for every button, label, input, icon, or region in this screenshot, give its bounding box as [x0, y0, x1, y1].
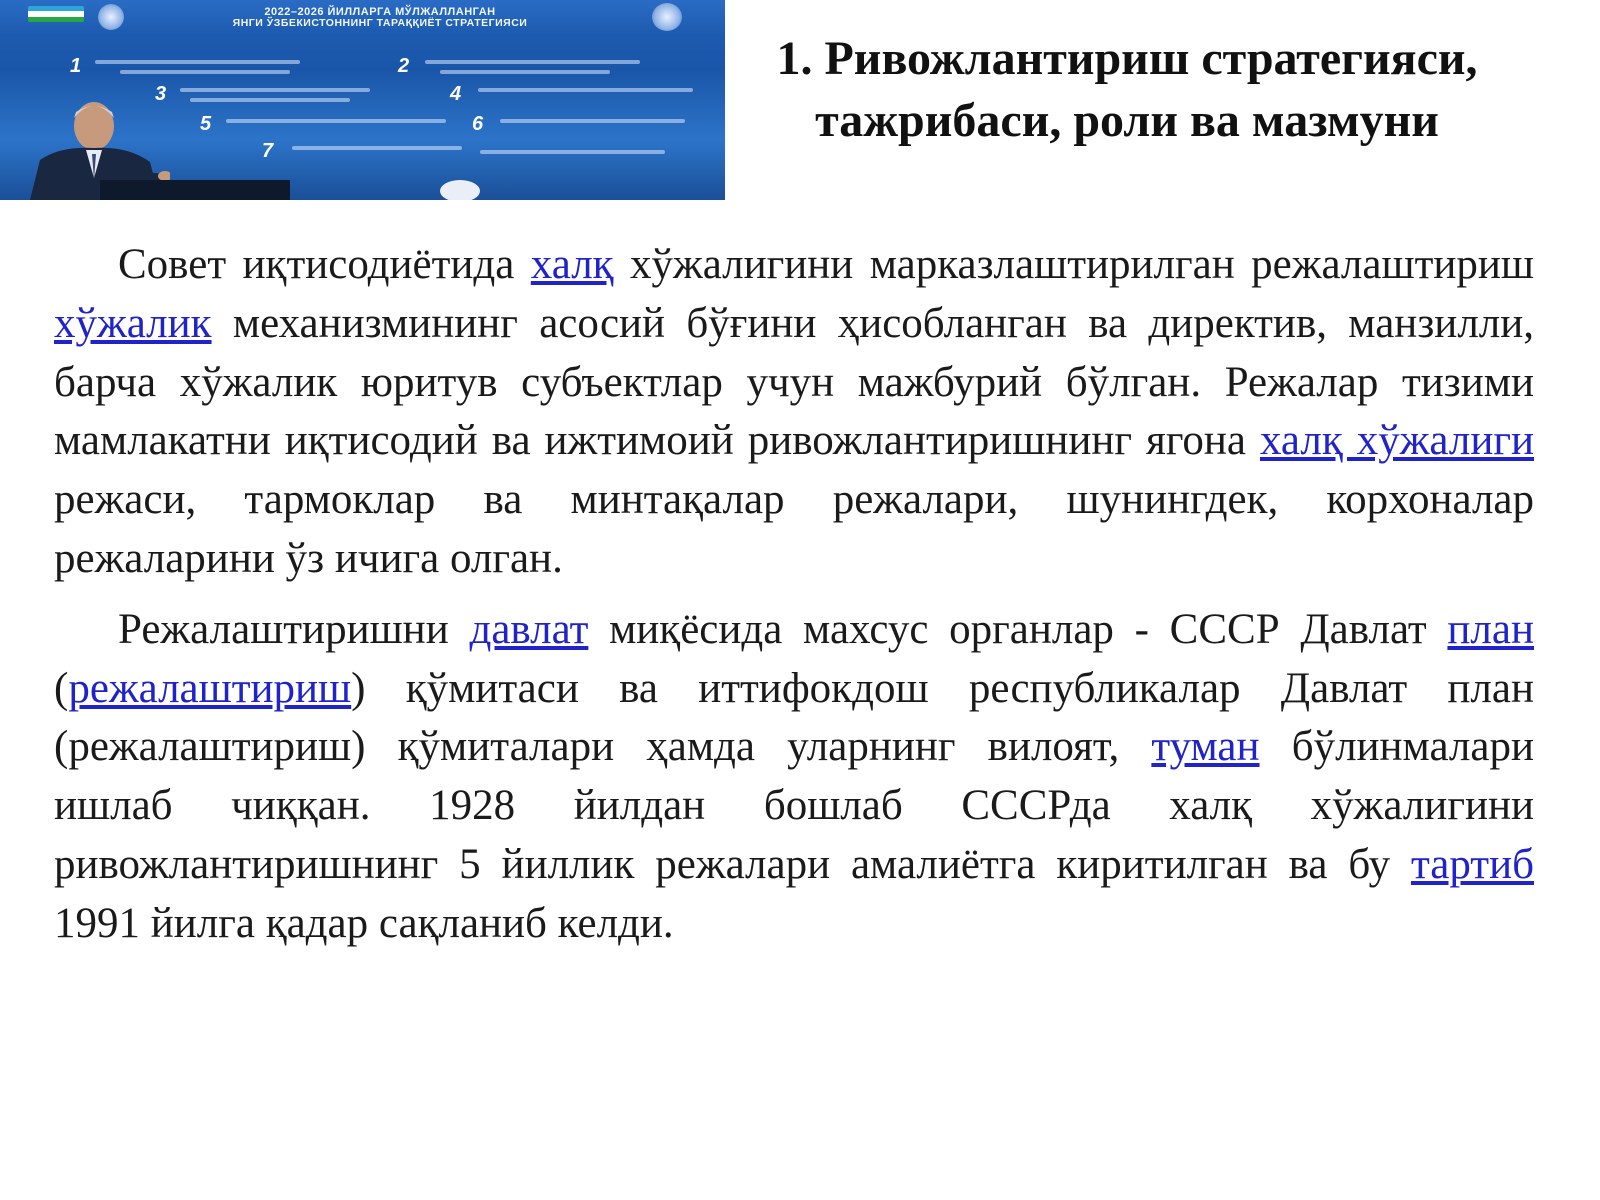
banner-image	[0, 0, 725, 200]
paragraph-text: Совет иқтисодиётида	[118, 241, 531, 288]
banner-number-6: 6	[472, 113, 484, 135]
link-tartib[interactable]: тартиб	[1410, 840, 1534, 888]
paragraph-text: (	[54, 664, 69, 712]
banner-number-3: 3	[155, 83, 167, 105]
banner-number-7: 7	[262, 140, 274, 162]
link-khalq-khojaligi[interactable]: халқ хўжалиги	[1259, 417, 1534, 465]
link-davlat[interactable]: давлат	[469, 605, 589, 653]
slide-title-line-2: тажрибаси, роли ва мазмуни	[815, 94, 1439, 147]
banner-text-line	[478, 88, 693, 92]
banner-number-1: 1	[70, 55, 82, 77]
banner-text-line	[480, 150, 665, 154]
slide-body	[54, 236, 1534, 966]
banner-text-line	[190, 98, 350, 102]
emblem-icon	[98, 4, 124, 30]
banner-text-line	[226, 119, 446, 123]
link-khojalik[interactable]: хўжалик	[54, 299, 212, 347]
banner-text-line	[95, 60, 300, 64]
paragraph-state-plan	[54, 601, 1534, 954]
logo-icon	[652, 3, 682, 31]
banner-title-line-2: ЯНГИ ЎЗБЕКИСТОННИНГ ТАРАҚҚИЁТ СТРАТЕГИЯСИ	[232, 17, 528, 29]
paragraph-soviet-planning	[54, 236, 1534, 589]
podium	[100, 180, 290, 200]
flag-icon	[28, 6, 84, 22]
decorative-bubble	[440, 180, 480, 200]
paragraph-text: Режалаштиришни	[118, 605, 470, 653]
banner-text-line	[440, 70, 610, 74]
paragraph-text: бўлинмалари ишлаб чиққан. 1928 йилдан бошлаб СССРда халқ хўжалигини ривожлантиришнинг 5 йиллик режалари амалиётга киритилган ва бу	[54, 723, 1534, 888]
banner-number-4: 4	[450, 83, 462, 105]
paragraph-text: режаси, тармоклар ва минтақалар режалари, шунингдек, корхоналар режаларини ўз ичига олган.	[54, 476, 1534, 582]
link-rejalashtirish[interactable]: режалаштириш	[68, 664, 352, 712]
banner-text-line	[500, 119, 685, 123]
banner-text-line	[120, 70, 290, 74]
link-khalq[interactable]: халқ	[530, 241, 614, 288]
paragraph-text: механизмининг асосий бўғини ҳисобланган ва директив, манзилли, барча хўжалик юритув субъектлар учун мажбурий бўлган. Режалар тизими мамлакатни иқтисодий ва ижтимоий ривожлантиришнинг ягона	[54, 299, 1534, 465]
slide-title	[732, 28, 1522, 152]
banner-number-2: 2	[398, 55, 410, 77]
banner-text-line	[180, 88, 370, 92]
paragraph-text: миқёсида махсус органлар - СССР Давлат	[588, 605, 1448, 653]
banner-title-line-1: 2022–2026 ЙИЛЛАРГА МЎЛЖАЛЛАНГАН	[264, 6, 496, 18]
banner-text-line	[425, 60, 640, 64]
banner-text-line	[292, 146, 462, 150]
paragraph-text: хўжалигини марказлаштирилган режалаштириш	[613, 241, 1534, 288]
paragraph-text: ) қўмитаси ва иттифокдош республикалар Давлат план (режалаштириш) қўмиталари ҳамда уларнинг вилоят,	[54, 664, 1534, 771]
slide-title-line-1: 1. Ривожлантириш стратегияси,	[776, 32, 1478, 85]
banner-number-5: 5	[200, 113, 212, 135]
link-tuman[interactable]: туман	[1151, 723, 1260, 771]
link-plan[interactable]: план	[1447, 605, 1534, 653]
paragraph-text: 1991 йилга қадар сақланиб келди.	[54, 899, 674, 947]
